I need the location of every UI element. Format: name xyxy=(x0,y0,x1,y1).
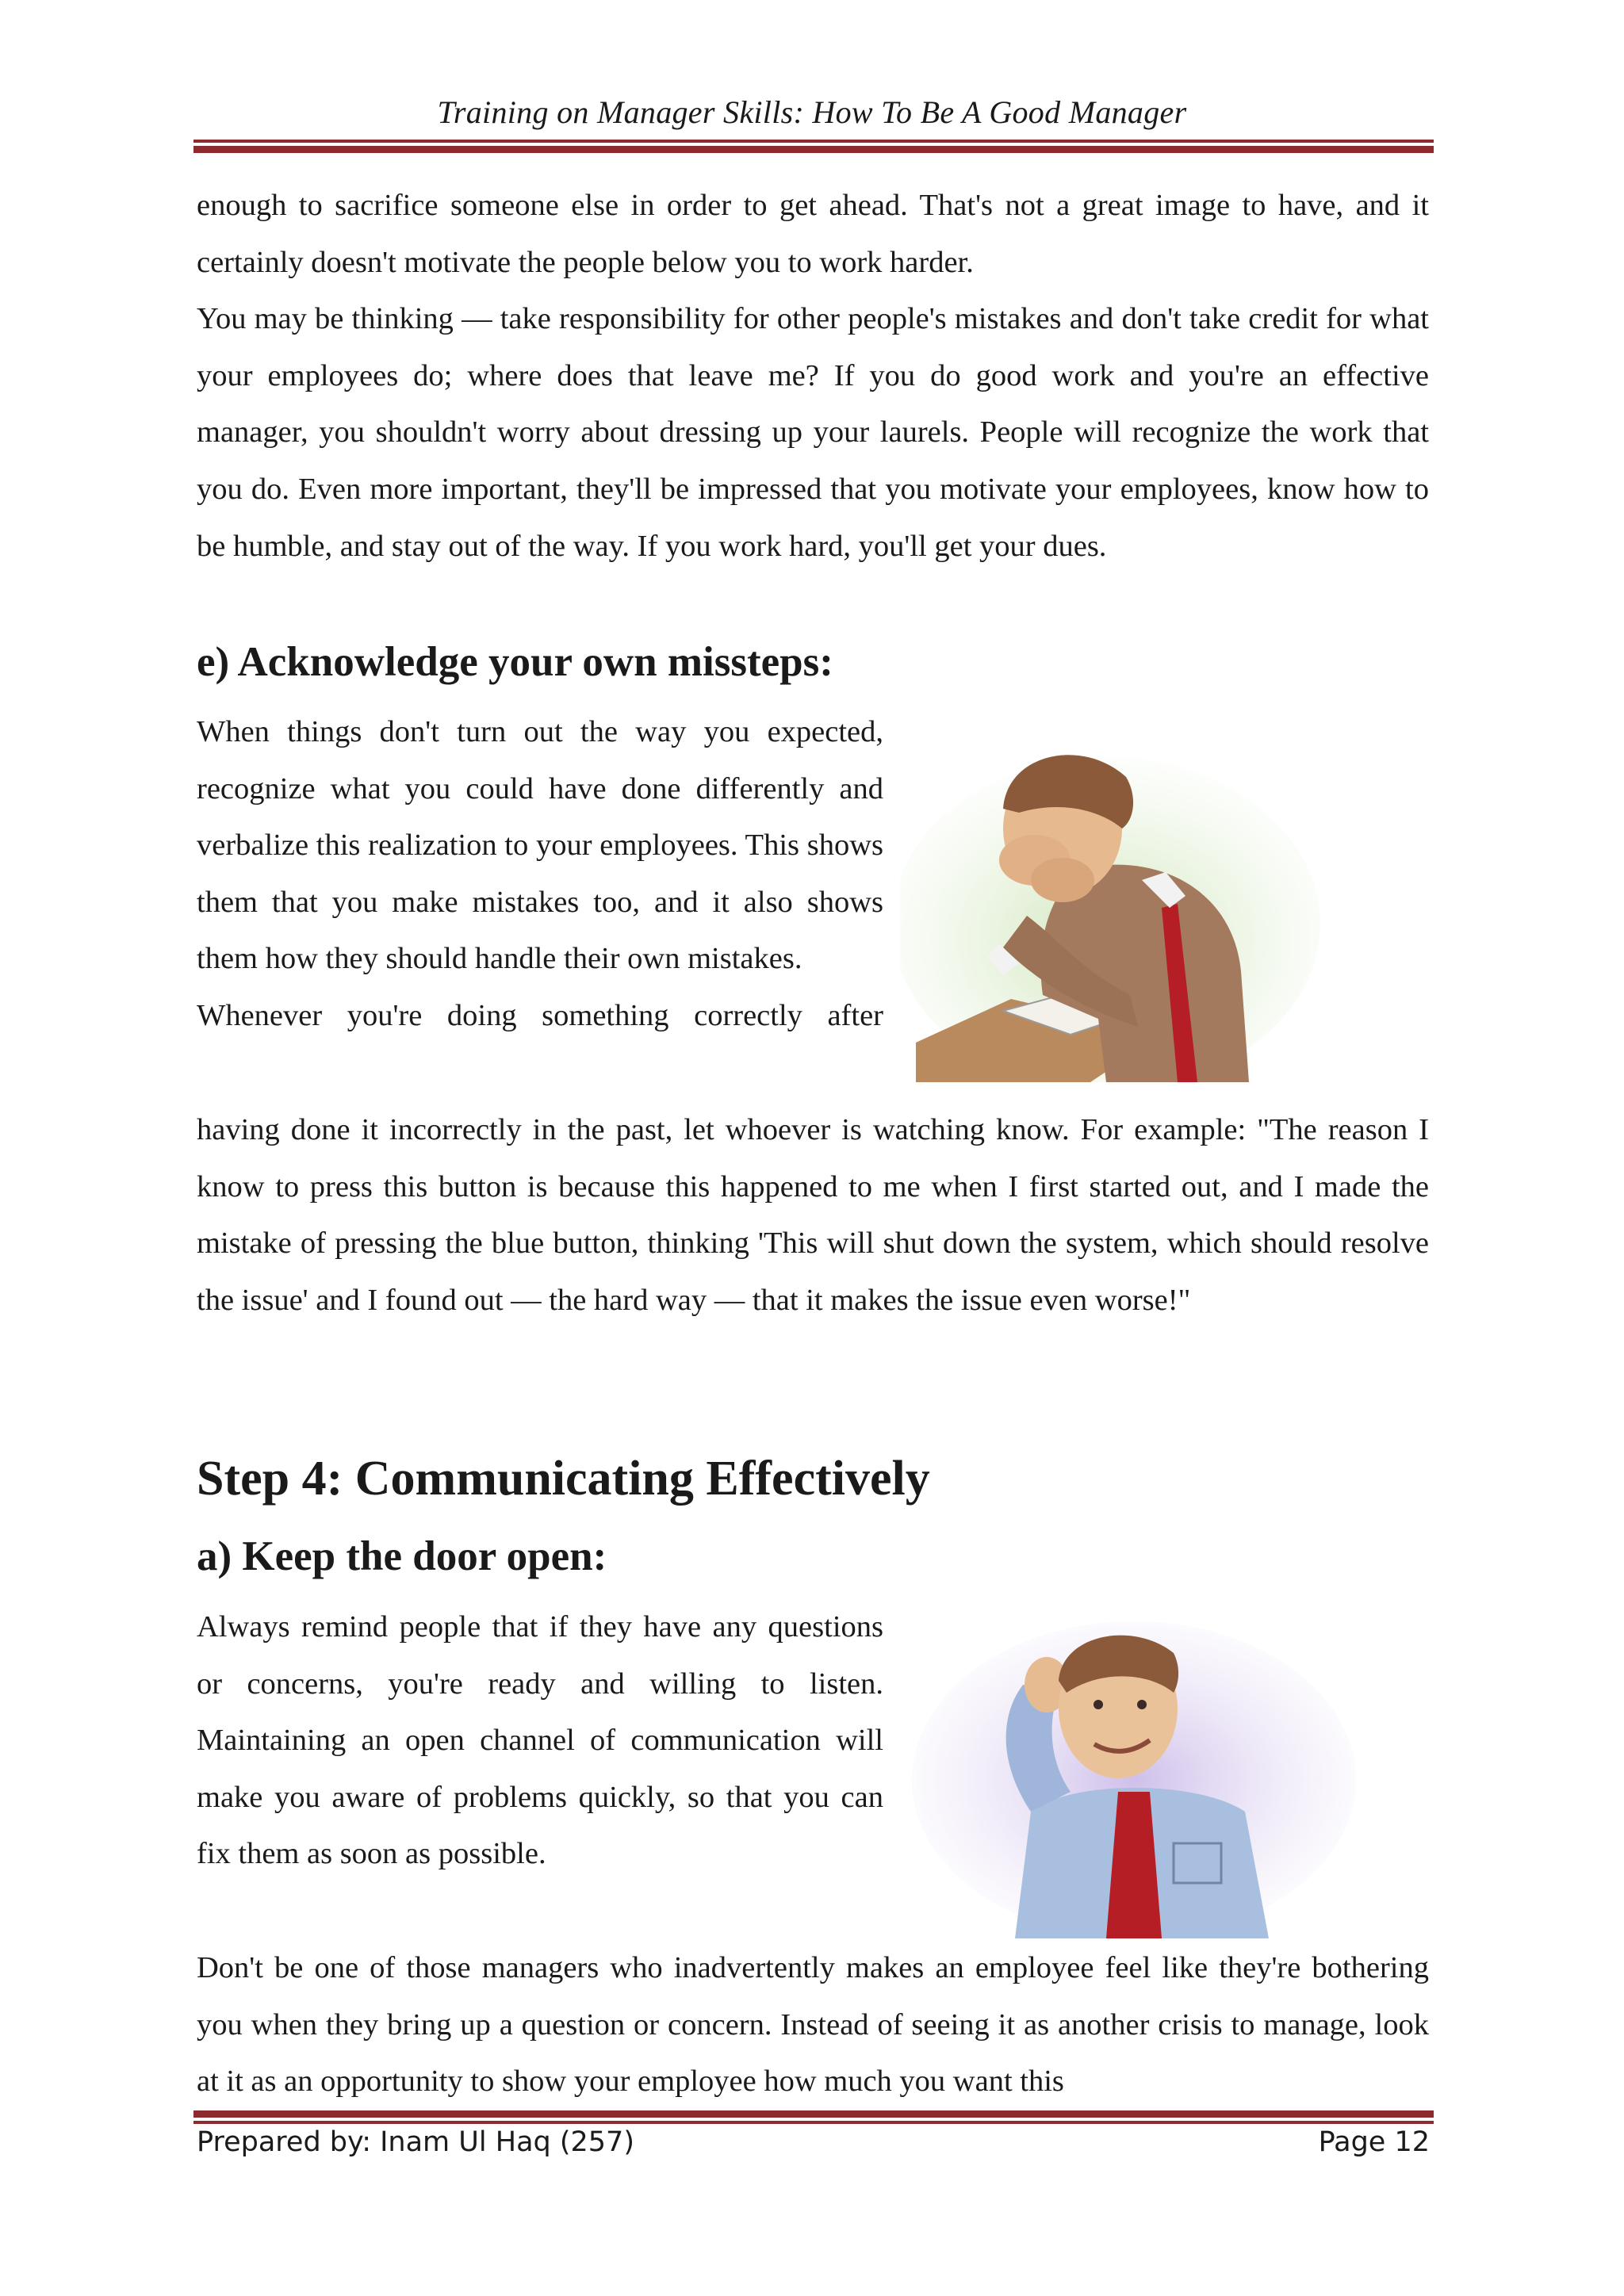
intro-text xyxy=(197,178,1429,575)
section-e-text-continued xyxy=(197,1102,1429,1329)
intro-paragraph-1: enough to sacrifice someone else in order to get ahead. That's not a great image to have, and it certainly doesn't motivate the people below you to work harder. xyxy=(197,189,1429,279)
section-a-paragraph-1: Always remind people that if they have any questions or concerns, you're ready and willing to listen. Maintaining an open channel of communication will make you aware of problems quickly, so that you can fix them as soon as possible. xyxy=(197,1610,883,1871)
section-e-paragraph-2-rest: having done it incorrectly in the past, let whoever is watching know. For example: "The reason I know to press this button is because this happened to me when I first started out, and I made the mistake of pressing the blue button, thinking 'This will shut down the system, which should resolve the issue' and I found out — the hard way — that it makes the issue even worse!" xyxy=(197,1113,1429,1317)
header-rule xyxy=(193,140,1434,153)
stressed-manager-illustration xyxy=(900,733,1328,1082)
footer-page-number: Page 12 xyxy=(1318,2126,1430,2158)
section-a-text xyxy=(197,1599,883,1883)
section-e-heading: e) Acknowledge your own missteps: xyxy=(197,639,833,685)
intro-paragraph-2: You may be thinking — take responsibility for other people's mistakes and don't take credit for what your employees do; where does that leave me? If you do good work and you're an effective manager, you shouldn't worry about dressing up your laurels. People will recognize the work that you do. Even more important, they'll be impressed that you motivate your employees, know how to be humble, and stay out of the way. If you work hard, you'll get your dues. xyxy=(197,302,1429,563)
section-e-paragraph-2-start: Whenever you're doing something correctly after xyxy=(197,998,883,1032)
section-a-paragraph-2: Don't be one of those managers who inadvertently makes an employee feel like they're bothering you when they bring up a question or concern. Instead of seeing it as another crisis to manage, look at it as an opportunity to show your employee how much you want this xyxy=(197,1951,1429,2099)
document-header-title: Training on Manager Skills: How To Be A Good Manager xyxy=(437,94,1187,130)
step-4-heading: Step 4: Communicating Effectively xyxy=(197,1452,930,1506)
listening-manager-illustration xyxy=(912,1605,1356,1938)
footer-rule xyxy=(193,2110,1434,2124)
section-e-text xyxy=(197,704,883,1045)
section-a-heading: a) Keep the door open: xyxy=(197,1533,607,1579)
section-a-text-continued xyxy=(197,1940,1429,2110)
section-e-paragraph-1: When things don't turn out the way you expected, recognize what you could have done differently and verbalize this realization to your employees. This shows them that you make mistakes too, and it also shows them how they should handle their own mistakes. xyxy=(197,715,883,976)
footer-prepared-by: Prepared by: Inam Ul Haq (257) xyxy=(197,2126,634,2158)
